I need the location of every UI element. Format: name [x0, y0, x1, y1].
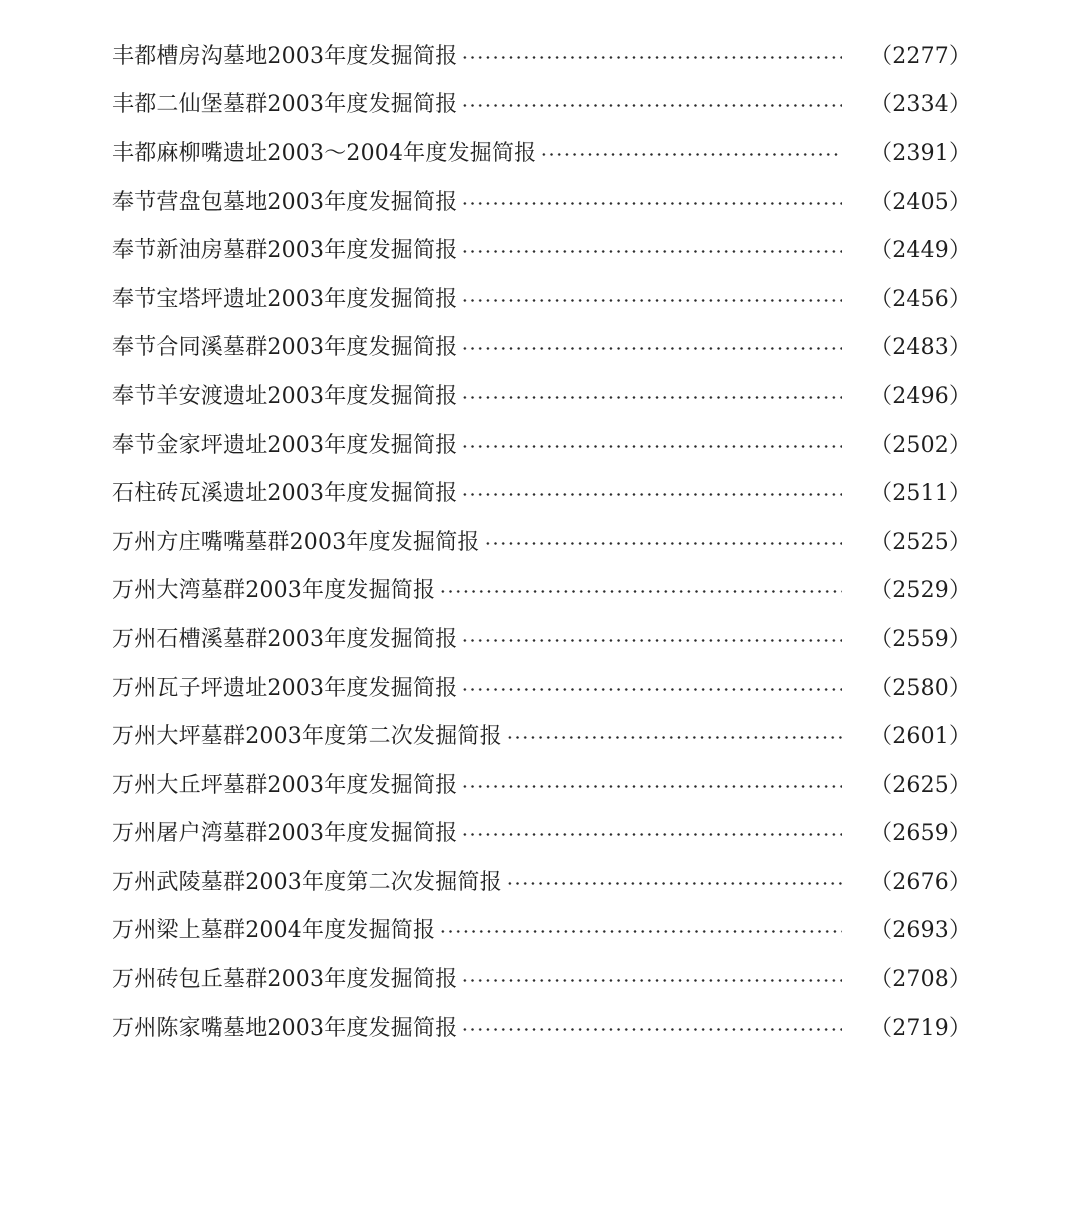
toc-entry-title: 石柱砖瓦溪遗址2003年度发掘简报 — [112, 481, 458, 507]
dot-leader — [461, 833, 842, 836]
toc-entry-page: （2405） — [870, 189, 972, 215]
toc-entry-title: 万州瓦子坪遗址2003年度发掘简报 — [112, 675, 458, 701]
toc-entry[interactable] — [112, 1002, 972, 1051]
toc-entry-page: （2511） — [870, 481, 972, 507]
toc-entry-title: 万州梁上墓群2004年度发掘简报 — [112, 918, 436, 944]
toc-entry[interactable] — [112, 224, 972, 273]
toc-entry-page: （2277） — [870, 43, 972, 69]
toc-entry[interactable] — [112, 613, 972, 662]
dot-leader — [461, 202, 842, 205]
dot-leader — [461, 104, 842, 107]
toc-entry[interactable] — [112, 127, 972, 176]
dot-leader — [439, 590, 842, 593]
toc-entry-title: 万州大丘坪墓群2003年度发掘简报 — [112, 772, 458, 798]
toc-entry[interactable] — [112, 953, 972, 1002]
dot-leader — [461, 639, 842, 642]
toc-entry-title: 奉节合同溪墓群2003年度发掘简报 — [112, 335, 458, 361]
toc-entry-page: （2496） — [870, 383, 972, 409]
toc-entry-page: （2502） — [870, 432, 972, 458]
toc-entry-title: 奉节宝塔坪遗址2003年度发掘简报 — [112, 286, 458, 312]
toc-entry[interactable] — [112, 905, 972, 954]
dot-leader — [461, 250, 842, 253]
toc-entry-title: 丰都麻柳嘴遗址2003～2004年度发掘简报 — [112, 140, 537, 166]
toc-entry-title: 丰都二仙堡墓群2003年度发掘简报 — [112, 92, 458, 118]
toc-entry[interactable] — [112, 370, 972, 419]
toc-entry-title: 奉节羊安渡遗址2003年度发掘简报 — [112, 383, 458, 409]
dot-leader — [461, 785, 842, 788]
dot-leader — [461, 445, 842, 448]
toc-entry[interactable] — [112, 30, 972, 79]
toc-entry-page: （2580） — [870, 675, 972, 701]
dot-leader — [506, 882, 842, 885]
dot-leader — [461, 493, 842, 496]
toc-entry-page: （2449） — [870, 238, 972, 264]
toc-entry[interactable] — [112, 273, 972, 322]
toc-entry[interactable] — [112, 322, 972, 371]
table-of-contents — [112, 30, 972, 1050]
toc-entry[interactable] — [112, 419, 972, 468]
dot-leader — [461, 1028, 842, 1031]
dot-leader — [506, 736, 842, 739]
toc-entry[interactable] — [112, 516, 972, 565]
toc-entry[interactable] — [112, 808, 972, 857]
toc-entry-page: （2391） — [870, 140, 972, 166]
dot-leader — [540, 153, 842, 156]
dot-leader — [461, 979, 842, 982]
toc-entry-page: （2676） — [870, 869, 972, 895]
dot-leader — [484, 542, 842, 545]
toc-entry[interactable] — [112, 176, 972, 225]
toc-entry[interactable] — [112, 759, 972, 808]
toc-entry-title: 万州砖包丘墓群2003年度发掘简报 — [112, 967, 458, 993]
toc-entry[interactable] — [112, 565, 972, 614]
toc-entry-title: 万州大坪墓群2003年度第二次发掘简报 — [112, 724, 502, 750]
toc-entry[interactable] — [112, 79, 972, 128]
toc-entry-page: （2525） — [870, 529, 972, 555]
toc-entry[interactable] — [112, 856, 972, 905]
dot-leader — [439, 930, 842, 933]
toc-entry-title: 万州陈家嘴墓地2003年度发掘简报 — [112, 1015, 458, 1041]
toc-entry-page: （2529） — [870, 578, 972, 604]
toc-entry-title: 奉节金家坪遗址2003年度发掘简报 — [112, 432, 458, 458]
toc-entry-title: 奉节新油房墓群2003年度发掘简报 — [112, 238, 458, 264]
dot-leader — [461, 347, 842, 350]
toc-entry-title: 万州屠户湾墓群2003年度发掘简报 — [112, 821, 458, 847]
toc-entry-title: 万州大湾墓群2003年度发掘简报 — [112, 578, 436, 604]
toc-entry-page: （2601） — [870, 724, 972, 750]
toc-entry-page: （2693） — [870, 918, 972, 944]
toc-entry-page: （2659） — [870, 821, 972, 847]
toc-entry-title: 万州武陵墓群2003年度第二次发掘简报 — [112, 869, 502, 895]
toc-entry-title: 万州石槽溪墓群2003年度发掘简报 — [112, 626, 458, 652]
toc-entry[interactable] — [112, 662, 972, 711]
dot-leader — [461, 688, 842, 691]
dot-leader — [461, 299, 842, 302]
dot-leader — [461, 56, 842, 59]
toc-entry-page: （2456） — [870, 286, 972, 312]
toc-entry-title: 万州方庄嘴嘴墓群2003年度发掘简报 — [112, 529, 480, 555]
toc-entry-page: （2559） — [870, 626, 972, 652]
toc-entry-title: 丰都槽房沟墓地2003年度发掘简报 — [112, 43, 458, 69]
toc-entry-page: （2334） — [870, 92, 972, 118]
toc-entry[interactable] — [112, 467, 972, 516]
dot-leader — [461, 396, 842, 399]
toc-entry-page: （2483） — [870, 335, 972, 361]
toc-entry-page: （2625） — [870, 772, 972, 798]
toc-entry-page: （2708） — [870, 967, 972, 993]
toc-entry[interactable] — [112, 710, 972, 759]
toc-entry-page: （2719） — [870, 1015, 972, 1041]
toc-entry-title: 奉节营盘包墓地2003年度发掘简报 — [112, 189, 458, 215]
